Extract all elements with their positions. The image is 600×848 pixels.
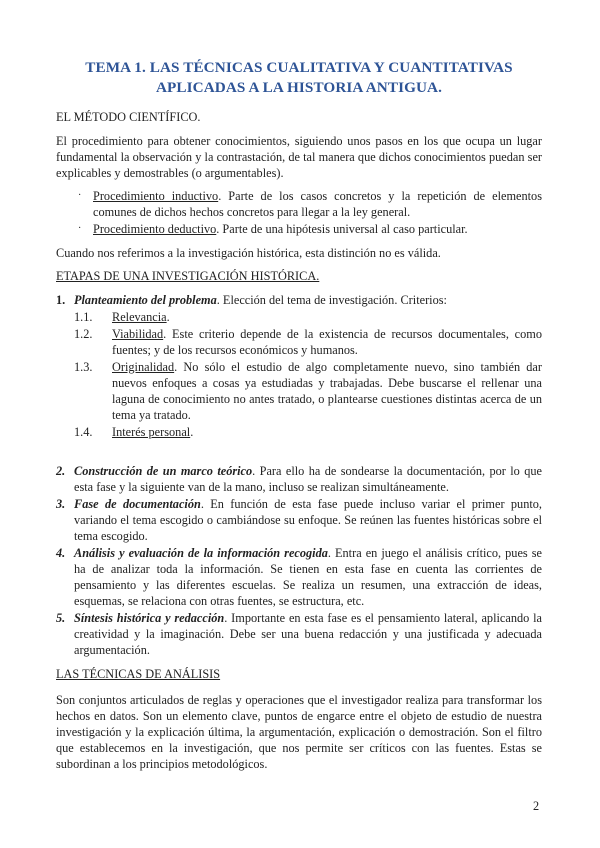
substage-number: 1.1.: [74, 310, 93, 324]
substage-term: Relevancia: [112, 310, 167, 324]
stage-number: 1.: [56, 293, 66, 307]
stage-title: Construcción de un marco teórico: [74, 464, 253, 478]
stage-item: [56, 292, 542, 308]
stage-title: Planteamiento del problema: [74, 293, 217, 307]
stage-title: Fase de documentación: [74, 497, 201, 511]
substage-term: Interés personal: [112, 425, 191, 439]
bullet-item: [56, 188, 542, 220]
substage-number: 1.4.: [74, 425, 93, 439]
stage-text: . Elección del tema de investigación. Criterios:: [216, 293, 447, 307]
bullet-term: Procedimiento deductivo: [93, 222, 217, 236]
bullet-item: [56, 221, 542, 237]
substage-item: [56, 359, 542, 423]
stage-text: . Para ello ha de sondearse la documentación, por lo que esta fase y la siguiente van de la mano, incluso se realizan simultáneamente.: [74, 464, 542, 494]
document-title: [56, 58, 542, 98]
stage-item: [56, 463, 542, 495]
stage-number: 3.: [56, 497, 66, 511]
substage-text: .: [190, 425, 194, 439]
stage-number: 5.: [56, 611, 66, 625]
stage-title: Análisis y evaluación de la información recogida: [74, 546, 328, 560]
section1-intro: El procedimiento para obtener conocimientos, siguiendo unos pasos en los que ocupa un lugar fundamental la observación y la contrastación, de tal manera que dichos conocimientos puedan ser explicables y demostrables (o argumentables).: [56, 134, 542, 180]
stage-number: 4.: [56, 546, 66, 560]
substage-text: . No sólo el estudio de algo completamente nuevo, sino también dar nuevos enfoques a cosas ya estudiadas y trabajadas. Debe buscarse el rellenar una laguna de conocimiento no antes tratado, o plantearse cuestiones distintas acerca de un tema ya tratado.: [112, 360, 542, 422]
stage-item: [56, 610, 542, 658]
stage-text: . Importante en esta fase es el pensamiento lateral, aplicando la creatividad y la imaginación. Debe ser una buena redacción y una justificada y adecuada argumentación.: [74, 611, 542, 657]
substage-number: 1.2.: [74, 327, 93, 341]
substage-item: [56, 309, 542, 325]
section1-bullet-list: [56, 188, 542, 237]
bullet-text: . Parte de los casos concretos y la repetición de elementos comunes de dichos hechos concretos para llegar a la ley general.: [93, 189, 542, 219]
stages-list: [56, 292, 542, 658]
stage-item: [56, 496, 542, 544]
stage-text: . Entra en juego el análisis crítico, pues se ha de analizar toda la información. Se tienen en esta fase en cuenta las corrientes de pensamiento y las diferentes escuelas. Se realiza un resumen, una extracción de ideas, esquemas, se relaciona con otras fuentes, se estructura, etc.: [74, 546, 542, 608]
title-line-2: APLICADAS A LA HISTORIA ANTIGUA.: [155, 79, 443, 96]
substage-number: 1.3.: [74, 360, 93, 374]
bullet-dot-icon: ·: [78, 190, 82, 201]
title-line-1: TEMA 1. LAS TÉCNICAS CUALITATIVA Y CUANTITATIVAS: [85, 59, 513, 76]
section-heading-metodo: EL MÉTODO CIENTÍFICO.: [56, 110, 201, 124]
section3-text: Son conjuntos articulados de reglas y operaciones que el investigador realiza para transformar los hechos en datos. Son un elemento clave, puntos de engarce entre el objeto de estudio de nuestra investigación y la explicación última, la argumentación, explicación o demostración. Son el filtro que establecemos en la investigación, que nos permite ser críticos con las fuentes. Estas se subordinan a los principios metodológicos.: [56, 693, 542, 771]
substage-text: . Este criterio depende de la existencia de recursos documentales, como fuentes; y de los recursos económicos y humanos.: [112, 327, 542, 357]
stage-item: [56, 545, 542, 609]
substage-item: [56, 326, 542, 358]
section-heading-tecnicas: LAS TÉCNICAS DE ANÁLISIS: [56, 667, 221, 681]
substage-term: Viabilidad: [112, 327, 164, 341]
section1-note: Cuando nos referimos a la investigación histórica, esta distinción no es válida.: [56, 246, 441, 260]
bullet-text: . Parte de una hipótesis universal al caso particular.: [216, 222, 468, 236]
substage-text: .: [166, 310, 170, 324]
stage-title: Síntesis histórica y redacción: [74, 611, 225, 625]
stage-text: . En función de esta fase puede incluso variar el primer punto, variando el tema escogido o cambiándose su enfoque. Se reúnen las fuentes históricas sobre el tema escogido.: [74, 497, 542, 543]
bullet-term: Procedimiento inductivo: [93, 189, 219, 203]
bullet-dot-icon: ·: [78, 223, 82, 234]
stage-number: 2.: [56, 464, 66, 478]
substage-item: [56, 424, 542, 440]
section-heading-etapas: ETAPAS DE UNA INVESTIGACIÓN HISTÓRICA.: [56, 269, 320, 283]
page-number: 2: [533, 799, 540, 813]
substage-term: Originalidad: [112, 360, 175, 374]
document-page: [56, 0, 542, 772]
